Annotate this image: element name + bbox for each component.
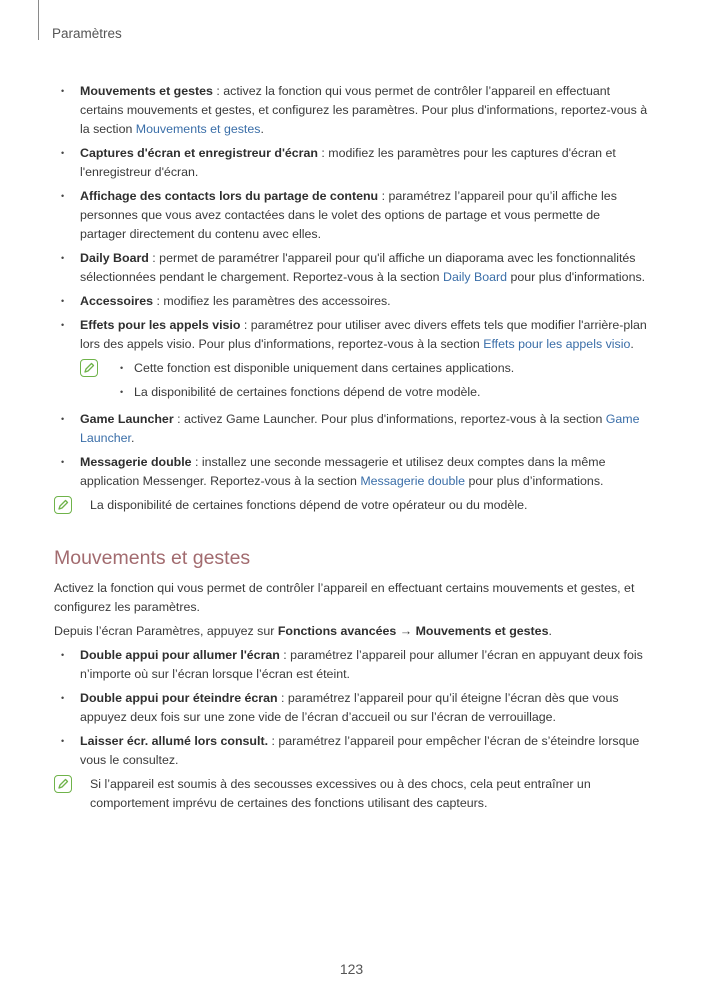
section-path: Depuis l’écran Paramètres, appuyez sur Fonctions avancées → Mouvements et gestes. — [54, 624, 552, 638]
note-visio — [80, 359, 649, 402]
page-header-title: Paramètres — [52, 26, 122, 41]
link-game-launcher[interactable]: Game Launcher — [80, 412, 640, 445]
list-item-affichage-contacts: • Affichage des contacts lors du partage de contenu : paramétrez l’appareil pour qu’il affiche les personnes que vous avez contactées dans le volet des options de partage et vous permette de partager directement du contenu avec elles. — [54, 187, 649, 244]
note-general — [54, 496, 649, 515]
settings-list-top — [54, 82, 649, 354]
note-icon — [54, 496, 72, 514]
link-messagerie-double[interactable]: Messagerie double — [360, 474, 466, 488]
settings-list-bottom — [54, 410, 649, 491]
note-visio-item: • La disponibilité de certaines fonctions dépend de votre modèle. — [116, 383, 649, 402]
pencil-icon — [57, 499, 69, 511]
list-item-messagerie-double: • Messagerie double : installez une seconde messagerie et utilisez deux comptes dans la même application Messenger. Reportez-vous à la section Messagerie double pour plus d’informations. — [54, 453, 649, 491]
list-item-mouvements: • Mouvements et gestes : activez la fonction qui vous permet de contrôler l’appareil en effectuant certains mouvements et gestes, et configurez les paramètres. Pour plus d'informations, reportez-vous à la section Mouvements et gestes. — [54, 82, 649, 139]
section-intro: Activez la fonction qui vous permet de contrôler l’appareil en effectuant certains mouvements et gestes, et configurez les paramètres. — [54, 581, 635, 614]
list-item-daily-board: • Daily Board : permet de paramétrer l'appareil pour qu'il affiche un diaporama avec les fonctionnalités sélectionnées pendant le chargement. Reportez-vous à la section Daily Board pour plus d'informations. — [54, 249, 649, 287]
page-content — [54, 82, 649, 821]
link-daily-board[interactable]: Daily Board — [443, 270, 508, 284]
list-item-captures: • Captures d'écran et enregistreur d'écran : modifiez les paramètres pour les captures d'écran et l'enregistreur d'écran. — [54, 144, 649, 182]
list-item-double-appui-allumer: • Double appui pour allumer l'écran : paramétrez l’appareil pour allumer l’écran en appuyant deux fois n’importe où sur l’écran lorsque l’écran est éteint. — [54, 646, 649, 684]
path-step-fonctions-avancees: Fonctions avancées — [277, 624, 397, 638]
note-icon — [80, 359, 98, 377]
note-icon — [54, 775, 72, 793]
list-item-double-appui-eteindre: • Double appui pour éteindre écran : paramétrez l’appareil pour qu’il éteigne l’écran dès que vous appuyez deux fois sur une zone vide de l’écran d’accueil ou sur l’écran de verrouillage. — [54, 689, 649, 727]
link-mouvements-et-gestes[interactable]: Mouvements et gestes — [135, 122, 261, 136]
list-item-accessoires: • Accessoires : modifiez les paramètres des accessoires. — [54, 292, 649, 311]
list-item-game-launcher: • Game Launcher : activez Game Launcher. Pour plus d'informations, reportez-vous à la section Game Launcher. — [54, 410, 649, 448]
note-capteurs — [54, 775, 649, 813]
pencil-icon — [57, 778, 69, 790]
note-capteurs-text: Si l’appareil est soumis à des secousses excessives ou à des chocs, cela peut entraîner un comportement imprévu de certaines des fonctions utilisant des capteurs. — [90, 777, 591, 810]
list-item-laisser-ecran-allume: • Laisser écr. allumé lors consult. : paramétrez l’appareil pour empêcher l’écran de s’éteindre lorsque vous le consultez. — [54, 732, 649, 770]
note-general-text: La disponibilité de certaines fonctions dépend de votre opérateur ou du modèle. — [90, 498, 528, 512]
note-visio-item: • Cette fonction est disponible uniquement dans certaines applications. — [116, 359, 649, 378]
note-visio-list — [116, 359, 649, 402]
section-list — [54, 646, 649, 770]
list-item-effets-visio: • Effets pour les appels visio : paramétrez pour utiliser avec divers effets tels que modifier l'arrière-plan lors des appels visio. Pour plus d'informations, reportez-vous à la section Effets pour les appels visio. — [54, 316, 649, 354]
pencil-icon — [83, 362, 95, 374]
link-effets-visio[interactable]: Effets pour les appels visio — [483, 337, 631, 351]
path-step-mouvements: Mouvements et gestes — [415, 624, 549, 638]
page-number: 123 — [339, 961, 364, 977]
header-rule — [38, 0, 39, 40]
section-title: Mouvements et gestes — [54, 547, 251, 569]
